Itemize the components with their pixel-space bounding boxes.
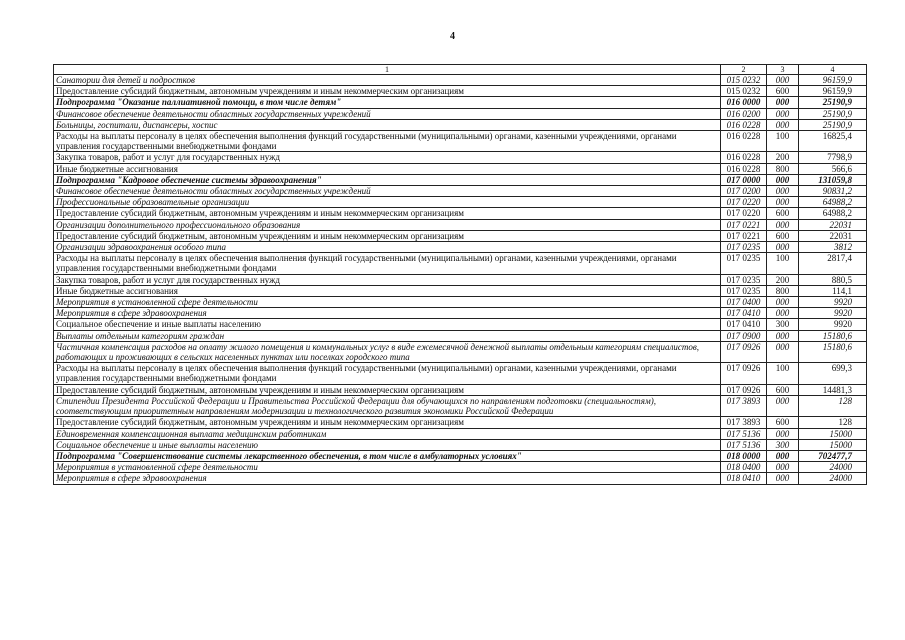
cell-sum: 24000	[799, 473, 867, 484]
table-row	[54, 97, 867, 108]
table-row	[54, 395, 867, 416]
table-row	[54, 253, 867, 274]
cell-code: 016 0200	[721, 108, 767, 119]
table-row	[54, 174, 867, 185]
cell-name: Предоставление субсидий бюджетным, автономным учреждениям и иным некоммерческим организациям	[54, 208, 721, 219]
cell-kind: 000	[767, 308, 799, 319]
cell-name: Санатории для детей и подростков	[54, 75, 721, 86]
cell-name: Частичная компенсация расходов на оплату жилого помещения и коммунальных услуг в виде ежемесячной денежной выплаты отдельным категориям специалистов, работающих и проживающих в сельских населенных пунктах или поселках городского типа	[54, 341, 721, 362]
cell-sum: 128	[799, 417, 867, 428]
cell-code: 016 0228	[721, 152, 767, 163]
cell-kind: 000	[767, 75, 799, 86]
cell-name: Социальное обеспечение и иные выплаты населению	[54, 319, 721, 330]
cell-sum: 128	[799, 395, 867, 416]
cell-sum: 22031	[799, 230, 867, 241]
column-header-sum: 4	[799, 65, 867, 75]
cell-kind: 300	[767, 439, 799, 450]
table-row	[54, 330, 867, 341]
table-row	[54, 428, 867, 439]
cell-code: 017 0221	[721, 219, 767, 230]
cell-sum: 25190,9	[799, 108, 867, 119]
cell-code: 015 0232	[721, 86, 767, 97]
cell-name: Предоставление субсидий бюджетным, автономным учреждениям и иным некоммерческим организациям	[54, 86, 721, 97]
cell-sum: 25190,9	[799, 119, 867, 130]
table-row	[54, 108, 867, 119]
table-row	[54, 131, 867, 152]
cell-kind: 100	[767, 253, 799, 274]
cell-name: Стипендии Президента Российской Федерации и Правительства Российской Федерации для обучающихся по направлениям подготовки (специальностям), соответствующим приоритетным направлениям модернизации и технологического развития экономики Российской Федерации	[54, 395, 721, 416]
cell-kind: 000	[767, 108, 799, 119]
cell-code: 017 0220	[721, 208, 767, 219]
cell-name: Мероприятия в сфере здравоохранения	[54, 473, 721, 484]
cell-kind: 000	[767, 186, 799, 197]
table-row	[54, 363, 867, 384]
table-row	[54, 297, 867, 308]
table-body	[54, 75, 867, 485]
cell-code: 017 3893	[721, 417, 767, 428]
cell-code: 017 0400	[721, 297, 767, 308]
cell-code: 016 0228	[721, 131, 767, 152]
cell-code: 017 0900	[721, 330, 767, 341]
cell-kind: 600	[767, 86, 799, 97]
table-row	[54, 285, 867, 296]
cell-code: 017 0235	[721, 285, 767, 296]
cell-name: Выплаты отдельным категориям граждан	[54, 330, 721, 341]
cell-name: Предоставление субсидий бюджетным, автономным учреждениям и иным некоммерческим организациям	[54, 230, 721, 241]
cell-code: 017 0410	[721, 319, 767, 330]
cell-code: 017 0926	[721, 363, 767, 384]
cell-kind: 200	[767, 152, 799, 163]
table-row	[54, 439, 867, 450]
cell-code: 017 0200	[721, 186, 767, 197]
cell-sum: 702477,7	[799, 450, 867, 461]
cell-name: Больницы, госпитали, диспансеры, хоспис	[54, 119, 721, 130]
table-row	[54, 384, 867, 395]
cell-name: Подпрограмма "Совершенствование системы лекарственного обеспечения, в том числе в амбулаторных условиях"	[54, 450, 721, 461]
cell-sum: 3812	[799, 242, 867, 253]
cell-kind: 800	[767, 285, 799, 296]
cell-sum: 25190,9	[799, 97, 867, 108]
cell-sum: 22031	[799, 219, 867, 230]
table-row	[54, 242, 867, 253]
cell-sum: 9920	[799, 308, 867, 319]
table-row	[54, 86, 867, 97]
cell-name: Расходы на выплаты персоналу в целях обеспечения выполнения функций государственными (муниципальными) органами, казенными учреждениями, органами управления государственными внебюджетными фондами	[54, 363, 721, 384]
cell-code: 017 0235	[721, 253, 767, 274]
cell-sum: 9920	[799, 297, 867, 308]
cell-code: 016 0228	[721, 119, 767, 130]
cell-kind: 000	[767, 297, 799, 308]
table-row	[54, 462, 867, 473]
cell-sum: 14481,3	[799, 384, 867, 395]
cell-name: Закупка товаров, работ и услуг для государственных нужд	[54, 152, 721, 163]
cell-code: 017 0926	[721, 341, 767, 362]
table-row	[54, 417, 867, 428]
cell-code: 017 0221	[721, 230, 767, 241]
cell-code: 017 0000	[721, 174, 767, 185]
cell-kind: 000	[767, 395, 799, 416]
cell-sum: 15180,6	[799, 341, 867, 362]
cell-code: 017 0235	[721, 274, 767, 285]
cell-kind: 200	[767, 274, 799, 285]
page-number: 4	[450, 31, 455, 42]
table-row	[54, 308, 867, 319]
cell-sum: 880,5	[799, 274, 867, 285]
cell-sum: 9920	[799, 319, 867, 330]
column-header-kind: 3	[767, 65, 799, 75]
cell-sum: 566,6	[799, 163, 867, 174]
cell-name: Мероприятия в установленной сфере деятельности	[54, 462, 721, 473]
cell-kind: 000	[767, 97, 799, 108]
cell-code: 017 0410	[721, 308, 767, 319]
table-row	[54, 119, 867, 130]
budget-table	[53, 64, 867, 485]
table-row	[54, 274, 867, 285]
cell-sum: 15000	[799, 428, 867, 439]
cell-code: 017 5136	[721, 428, 767, 439]
cell-kind: 000	[767, 450, 799, 461]
table-row	[54, 473, 867, 484]
cell-sum: 16825,4	[799, 131, 867, 152]
cell-name: Финансовое обеспечение деятельности областных государственных учреждений	[54, 186, 721, 197]
cell-code: 018 0410	[721, 473, 767, 484]
cell-name: Расходы на выплаты персоналу в целях обеспечения выполнения функций государственными (муниципальными) органами, казенными учреждениями, органами управления государственными внебюджетными фондами	[54, 253, 721, 274]
cell-kind: 000	[767, 473, 799, 484]
cell-kind: 100	[767, 131, 799, 152]
cell-code: 016 0228	[721, 163, 767, 174]
cell-name: Мероприятия в установленной сфере деятельности	[54, 297, 721, 308]
cell-name: Предоставление субсидий бюджетным, автономным учреждениям и иным некоммерческим организациям	[54, 384, 721, 395]
cell-code: 017 0235	[721, 242, 767, 253]
cell-kind: 600	[767, 417, 799, 428]
cell-name: Профессиональные образовательные организации	[54, 197, 721, 208]
cell-kind: 600	[767, 208, 799, 219]
cell-sum: 699,3	[799, 363, 867, 384]
cell-name: Иные бюджетные ассигнования	[54, 285, 721, 296]
cell-name: Мероприятия в сфере здравоохранения	[54, 308, 721, 319]
cell-kind: 800	[767, 163, 799, 174]
column-header-code: 2	[721, 65, 767, 75]
cell-kind: 600	[767, 384, 799, 395]
cell-sum: 15000	[799, 439, 867, 450]
table-row	[54, 186, 867, 197]
cell-kind: 000	[767, 242, 799, 253]
cell-code: 017 5136	[721, 439, 767, 450]
cell-kind: 000	[767, 119, 799, 130]
cell-code: 017 0926	[721, 384, 767, 395]
cell-sum: 64988,2	[799, 197, 867, 208]
cell-sum: 114,1	[799, 285, 867, 296]
cell-name: Подпрограмма "Кадровое обеспечение системы здравоохранения"	[54, 174, 721, 185]
cell-kind: 000	[767, 219, 799, 230]
cell-sum: 7798,9	[799, 152, 867, 163]
cell-name: Финансовое обеспечение деятельности областных государственных учреждений	[54, 108, 721, 119]
cell-sum: 15180,6	[799, 330, 867, 341]
cell-sum: 24000	[799, 462, 867, 473]
cell-code: 015 0232	[721, 75, 767, 86]
cell-code: 018 0000	[721, 450, 767, 461]
table-row	[54, 75, 867, 86]
table-row	[54, 208, 867, 219]
cell-code: 017 3893	[721, 395, 767, 416]
cell-kind: 000	[767, 197, 799, 208]
table-row	[54, 163, 867, 174]
cell-sum: 131059,8	[799, 174, 867, 185]
cell-name: Организации здравоохранения особого типа	[54, 242, 721, 253]
cell-sum: 96159,9	[799, 86, 867, 97]
cell-code: 017 0220	[721, 197, 767, 208]
cell-kind: 000	[767, 330, 799, 341]
table-row	[54, 152, 867, 163]
cell-kind: 000	[767, 174, 799, 185]
cell-name: Закупка товаров, работ и услуг для государственных нужд	[54, 274, 721, 285]
cell-sum: 90831,2	[799, 186, 867, 197]
cell-sum: 96159,9	[799, 75, 867, 86]
cell-code: 016 0000	[721, 97, 767, 108]
cell-name: Расходы на выплаты персоналу в целях обеспечения выполнения функций государственными (муниципальными) органами, казенными учреждениями, органами управления государственными внебюджетными фондами	[54, 131, 721, 152]
cell-name: Социальное обеспечение и иные выплаты населению	[54, 439, 721, 450]
cell-kind: 000	[767, 462, 799, 473]
cell-sum: 2817,4	[799, 253, 867, 274]
cell-name: Подпрограмма "Оказание паллиативной помощи, в том числе детям"	[54, 97, 721, 108]
table-row	[54, 450, 867, 461]
table-row	[54, 197, 867, 208]
table-row	[54, 319, 867, 330]
header-row	[54, 65, 867, 75]
table-row	[54, 341, 867, 362]
cell-code: 018 0400	[721, 462, 767, 473]
column-header-name: 1	[54, 65, 721, 75]
cell-kind: 300	[767, 319, 799, 330]
cell-sum: 64988,2	[799, 208, 867, 219]
cell-name: Организации дополнительного профессионального образования	[54, 219, 721, 230]
cell-name: Предоставление субсидий бюджетным, автономным учреждениям и иным некоммерческим организациям	[54, 417, 721, 428]
cell-name: Иные бюджетные ассигнования	[54, 163, 721, 174]
table-row	[54, 219, 867, 230]
cell-kind: 100	[767, 363, 799, 384]
cell-kind: 600	[767, 230, 799, 241]
table-row	[54, 230, 867, 241]
cell-kind: 000	[767, 341, 799, 362]
cell-kind: 000	[767, 428, 799, 439]
cell-name: Единовременная компенсационная выплата медицинским работникам	[54, 428, 721, 439]
